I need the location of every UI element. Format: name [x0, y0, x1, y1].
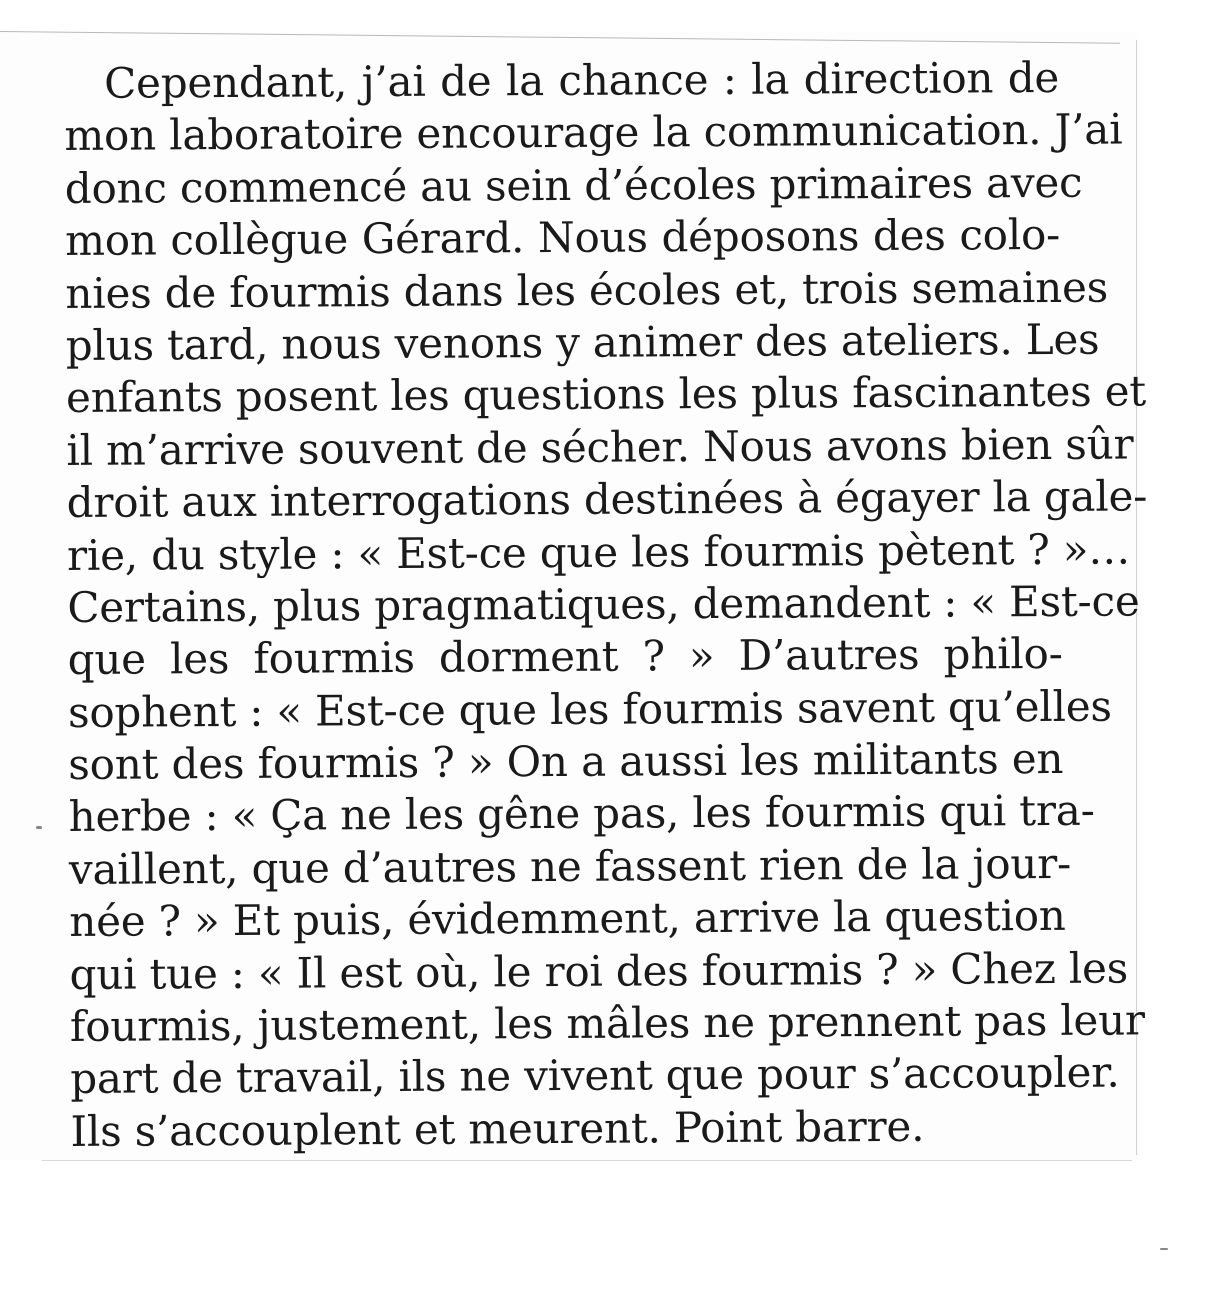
text-line: qui tue : « Il est où, le roi des fourmis ? » Chez les	[69, 943, 1129, 999]
text-line: sophent : « Est-ce que les fourmis savent qu’elles	[67, 681, 1112, 737]
text-line: fourmis, justement, les mâles ne prennent pas leur	[69, 995, 1145, 1052]
text-line: Cependant, j’ai de la chance : la direction de	[104, 52, 1060, 108]
text-line: Certains, plus pragmatiques, demandent : « Est-ce	[67, 576, 1140, 632]
article-paragraph	[64, 52, 1148, 1158]
text-line: droit aux interrogations destinées à égayer la gale-	[66, 471, 1148, 528]
text-line: sont des fourmis ? » On a aussi les militants en	[68, 733, 1064, 790]
text-line: herbe : « Ça ne les gêne pas, les fourmis qui tra-	[68, 786, 1095, 842]
clipping-bottom-edge	[42, 1160, 1132, 1161]
text-line: vaillent, que d’autres ne fassent rien de la jour-	[68, 838, 1072, 894]
text-line: nies de fourmis dans les écoles et, trois semaines	[65, 262, 1109, 318]
scan-speck	[1160, 1248, 1168, 1250]
text-line: Ils s’accouplent et meurent. Point barre.	[70, 1101, 925, 1156]
text-line: part de travail, ils ne vivent que pour s’accoupler.	[70, 1047, 1120, 1104]
text-line: mon laboratoire encourage la communication. J’ai	[64, 104, 1123, 161]
text-line: enfants posent les questions les plus fascinantes et	[65, 366, 1147, 423]
text-line: donc commencé au sein d’écoles primaires avec	[64, 157, 1083, 213]
text-line: que les fourmis dorment ? » D’autres philo-	[67, 629, 1063, 685]
text-line: rie, du style : « Est-ce que les fourmis pètent ? »…	[66, 524, 1131, 580]
scan-speck	[36, 826, 42, 829]
text-line: il m’arrive souvent de sécher. Nous avons bien sûr	[66, 419, 1134, 475]
text-line: née ? » Et puis, évidemment, arrive la question	[69, 891, 1066, 947]
cut-off-text-fragment	[58, 44, 118, 54]
text-line: mon collègue Gérard. Nous déposons des colo-	[64, 210, 1061, 266]
text-line: plus tard, nous venons y animer des ateliers. Les	[65, 314, 1100, 370]
